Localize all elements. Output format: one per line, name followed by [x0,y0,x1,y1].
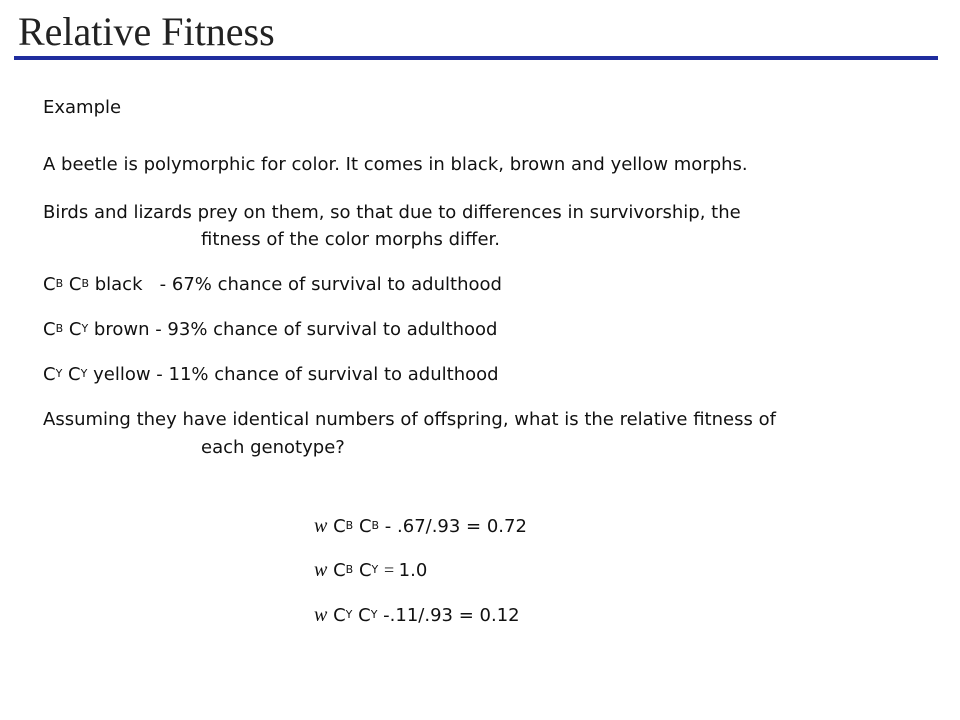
allele-1-superscript: Y [55,367,63,380]
genotype-description: brown - 93% chance of survival to adulthood [93,319,498,340]
genotype-description: black - 67% chance of survival to adulthood [94,274,502,295]
answer-brown [314,557,427,584]
allele-2: C [358,605,371,626]
allele-1-superscript: Y [345,608,353,621]
answer-expression: .11/.93 = 0.12 [389,605,520,626]
allele-2: C [358,560,372,581]
allele-1-superscript: B [345,563,354,576]
allele-1: C [43,274,56,295]
allele-1: C [333,516,346,537]
fitness-symbol: w [314,559,328,581]
allele-2-superscript: B [81,277,89,290]
allele-1-superscript: B [55,277,64,290]
answer-yellow [314,602,520,629]
predation-text-line1: Birds and lizards prey on them, so that due to differences in survivorship, the [43,202,741,223]
allele-2: C [68,274,82,295]
allele-2: C [68,319,82,340]
question-line2: each genotype? [201,437,345,458]
allele-1-superscript: B [55,322,64,335]
answer-separator: = [383,560,399,580]
title-underline [14,56,938,60]
allele-1-superscript: B [345,519,354,532]
allele-1: C [43,364,56,385]
allele-2-superscript: Y [81,322,89,335]
answer-expression: .67/.93 = 0.72 [397,516,527,537]
allele-2-superscript: Y [370,608,378,621]
answer-separator: - [383,605,390,626]
answer-black [314,513,527,540]
fitness-symbol: w [314,515,328,537]
genotype-yellow-line [43,362,499,388]
allele-2: C [68,364,81,385]
allele-1: C [333,560,346,581]
allele-2-superscript: Y [371,563,379,576]
allele-2: C [358,516,372,537]
genotype-brown-line [43,317,497,343]
genotype-black-line [43,272,502,298]
intro-text: A beetle is polymorphic for color. It comes in black, brown and yellow morphs. [43,154,748,175]
allele-2-superscript: Y [80,367,88,380]
genotype-description: yellow - 11% chance of survival to adulthood [93,364,499,385]
question-line1: Assuming they have identical numbers of offspring, what is the relative fitness of [43,409,776,430]
fitness-symbol: w [314,604,328,626]
slide-title: Relative Fitness [18,9,275,54]
allele-2-superscript: B [371,519,380,532]
answer-expression: 1.0 [398,560,428,581]
predation-text-line2: fitness of the color morphs differ. [201,229,500,250]
example-label: Example [43,97,122,118]
answer-separator: - [384,516,398,537]
allele-1: C [43,319,56,340]
allele-1: C [333,605,346,626]
